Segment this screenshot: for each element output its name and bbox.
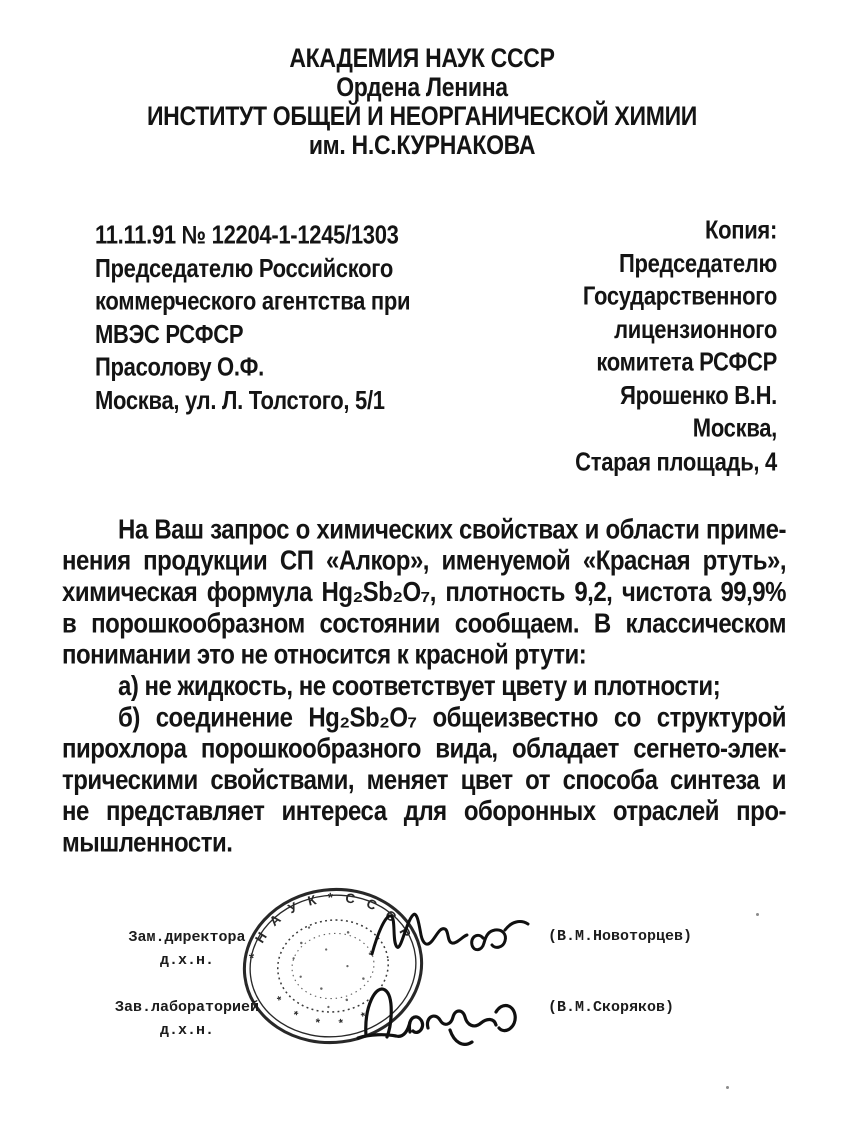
body-line: пирохлора порошкообразного вида, обладает сегнето-элек-	[62, 733, 786, 765]
recipient-line: Председателю Российского	[95, 253, 394, 283]
letterhead-order: Ордена Ленина	[336, 71, 508, 102]
body-line: трическими свойствами, меняет цвет от способа синтеза и	[62, 764, 786, 796]
body-line: нения продукции СП «Алкор», именуемой «Красная ртуть»,	[62, 545, 786, 577]
scan-speck	[756, 913, 759, 916]
copy-line: Государственного	[582, 281, 777, 311]
degree-line: д.х.н.	[159, 952, 214, 969]
signer-name-skoryakov: (В.М.Скоряков)	[548, 999, 675, 1016]
body-line: мышленности.	[62, 827, 233, 859]
letterhead-named-after: им. Н.С.КУРНАКОВА	[308, 129, 536, 160]
body-line-item-b: б) соединение Hg₂Sb₂O₇ общеизвестно со структурой	[118, 701, 786, 734]
signer-name-novotortsev: (В.М.Новоторцев)	[548, 928, 693, 945]
copy-label: Копия:	[704, 215, 777, 245]
scan-speck	[726, 1086, 729, 1089]
recipient-block	[95, 219, 410, 417]
recipient-line: коммерческого агентства при	[95, 286, 411, 316]
reference-number: 11.11.91 № 12204-1-1245/1303	[95, 220, 399, 250]
body-line: в порошкообразном состоянии сообщаем. В классическом	[62, 607, 786, 640]
body-line: понимании это не относится к красной ртути:	[62, 639, 587, 671]
stamp-bottom-marks: * * * * *	[271, 994, 377, 1031]
body-line-item-a: а) не жидкость, не соответствует цвету и плотности;	[118, 670, 721, 702]
role-line: Зам.директора	[128, 929, 246, 946]
recipient-line: Москва, ул. Л. Толстого, 5/1	[95, 385, 385, 415]
copy-line: Председателю	[618, 248, 777, 278]
letter-body	[62, 514, 786, 859]
letterhead-academy: АКАДЕМИЯ НАУК СССР	[289, 42, 555, 73]
recipient-line: Прасолову О.Ф.	[95, 352, 264, 382]
body-line: На Ваш запрос о химических свойствах и области приме-	[118, 514, 786, 546]
body-line: не представляет интереса для оборонных отраслей про-	[62, 795, 786, 828]
stamp-ring-text: * Н А У К * С С С Р	[245, 889, 416, 961]
copy-block	[575, 214, 777, 478]
copy-line: лицензионного	[614, 314, 777, 344]
letterhead-institute: ИНСТИТУТ ОБЩЕЙ И НЕОРГАНИЧЕСКОЙ ХИМИИ	[146, 100, 698, 131]
copy-line: Ярошенко В.Н.	[620, 380, 777, 410]
recipient-line: МВЭС РСФСР	[95, 319, 244, 349]
signature-skoryakov	[352, 972, 527, 1052]
copy-line: Москва,	[692, 413, 777, 443]
body-line: химическая формула Hg₂Sb₂O₇, плотность 9,2, чистота 99,9%	[62, 576, 786, 608]
role-line: Зав.лабораторией	[114, 999, 260, 1016]
signer-role-deputy-director	[122, 926, 252, 972]
letterhead	[0, 44, 844, 160]
copy-line: комитета РСФСР	[596, 347, 777, 377]
degree-line: д.х.н.	[159, 1022, 214, 1039]
copy-line: Старая площадь, 4	[575, 446, 777, 476]
signature-novotortsev	[366, 902, 536, 966]
